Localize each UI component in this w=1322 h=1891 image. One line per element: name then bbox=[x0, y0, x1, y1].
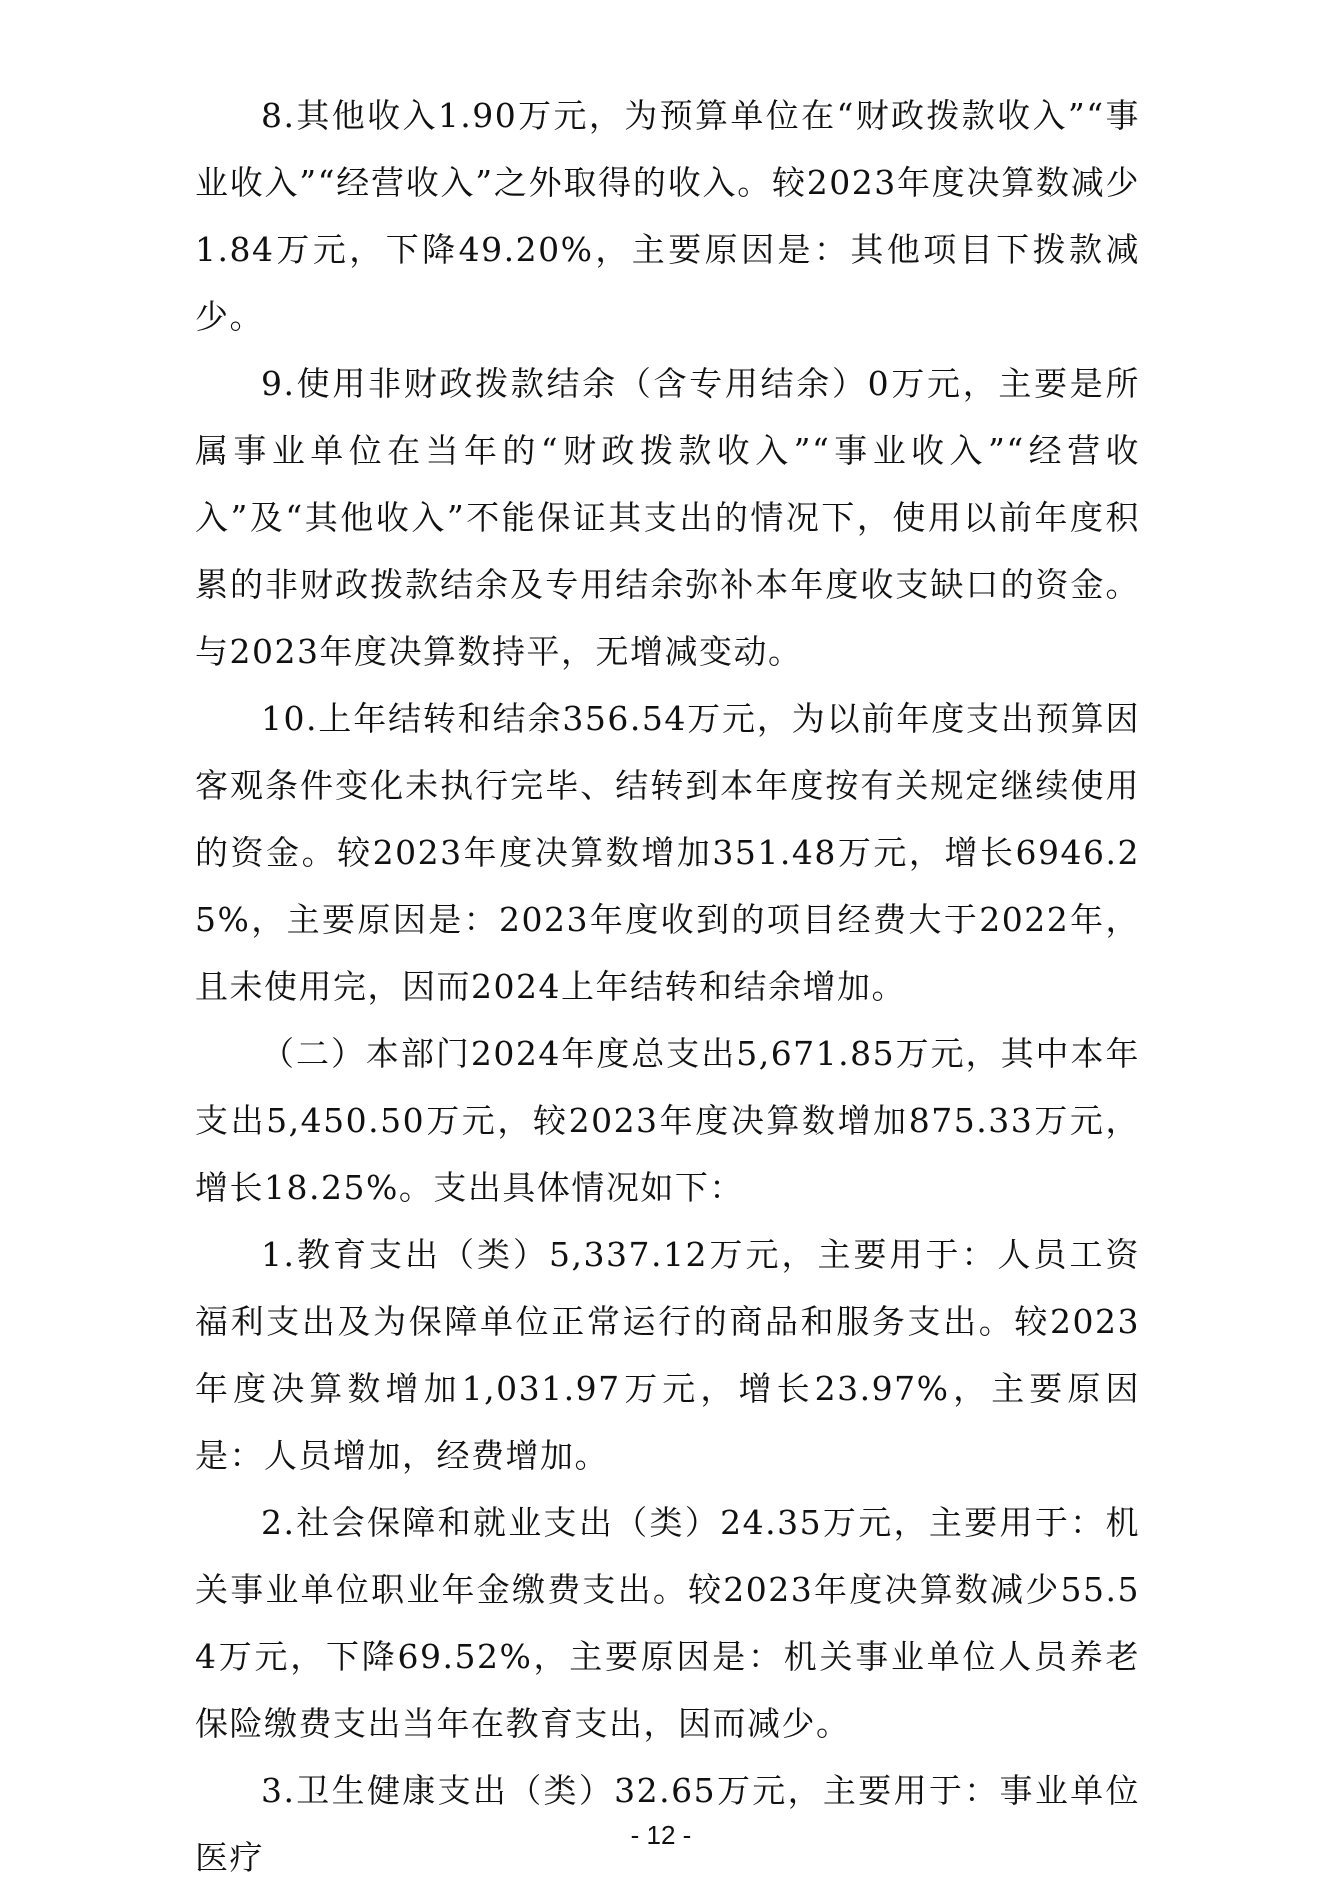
paragraph-other-income: 8.其他收入1.90万元，为预算单位在“财政拨款收入”“事业收入”“经营收入”之外取得的收入。较2023年度决算数减少1.84万元，下降49.20%，主要原因是：其他项目下拨款减少。 bbox=[195, 96, 1140, 336]
paragraph-social-security-expenditure: 2.社会保障和就业支出（类）24.35万元，主要用于：机关事业单位职业年金缴费支出。较2023年度决算数减少55.54万元，下降69.52%，主要原因是：机关事业单位人员养老保险缴费支出当年在教育支出，因而减少。 bbox=[195, 1503, 1140, 1743]
paragraph-total-expenditure: （二）本部门2024年度总支出5,671.85万元，其中本年支出5,450.50万元，较2023年度决算数增加875.33万元，增长18.25%。支出具体情况如下： bbox=[195, 1034, 1140, 1207]
paragraph-health-expenditure: 3.卫生健康支出（类）32.65万元，主要用于：事业单位医疗 bbox=[195, 1771, 1140, 1877]
document-body bbox=[195, 82, 1140, 1891]
paragraph-non-fiscal-balance: 9.使用非财政拨款结余（含专用结余）0万元，主要是所属事业单位在当年的“财政拨款收入”“事业收入”“经营收入”及“其他收入”不能保证其支出的情况下，使用以前年度积累的非财政拨款结余及专用结余弥补本年度收支缺口的资金。与2023年度决算数持平，无增减变动。 bbox=[195, 364, 1140, 671]
page-number: - 12 - bbox=[630, 1820, 692, 1850]
paragraph-education-expenditure: 1.教育支出（类）5,337.12万元，主要用于：人员工资福利支出及为保障单位正常运行的商品和服务支出。较2023年度决算数增加1,031.97万元，增长23.97%，主要原因是：人员增加，经费增加。 bbox=[195, 1235, 1140, 1475]
paragraph-prior-year-carryover: 10.上年结转和结余356.54万元，为以前年度支出预算因客观条件变化未执行完毕、结转到本年度按有关规定继续使用的资金。较2023年度决算数增加351.48万元，增长6946.25%，主要原因是：2023年度收到的项目经费大于2022年，且未使用完，因而2024上年结转和结余增加。 bbox=[195, 699, 1140, 1006]
